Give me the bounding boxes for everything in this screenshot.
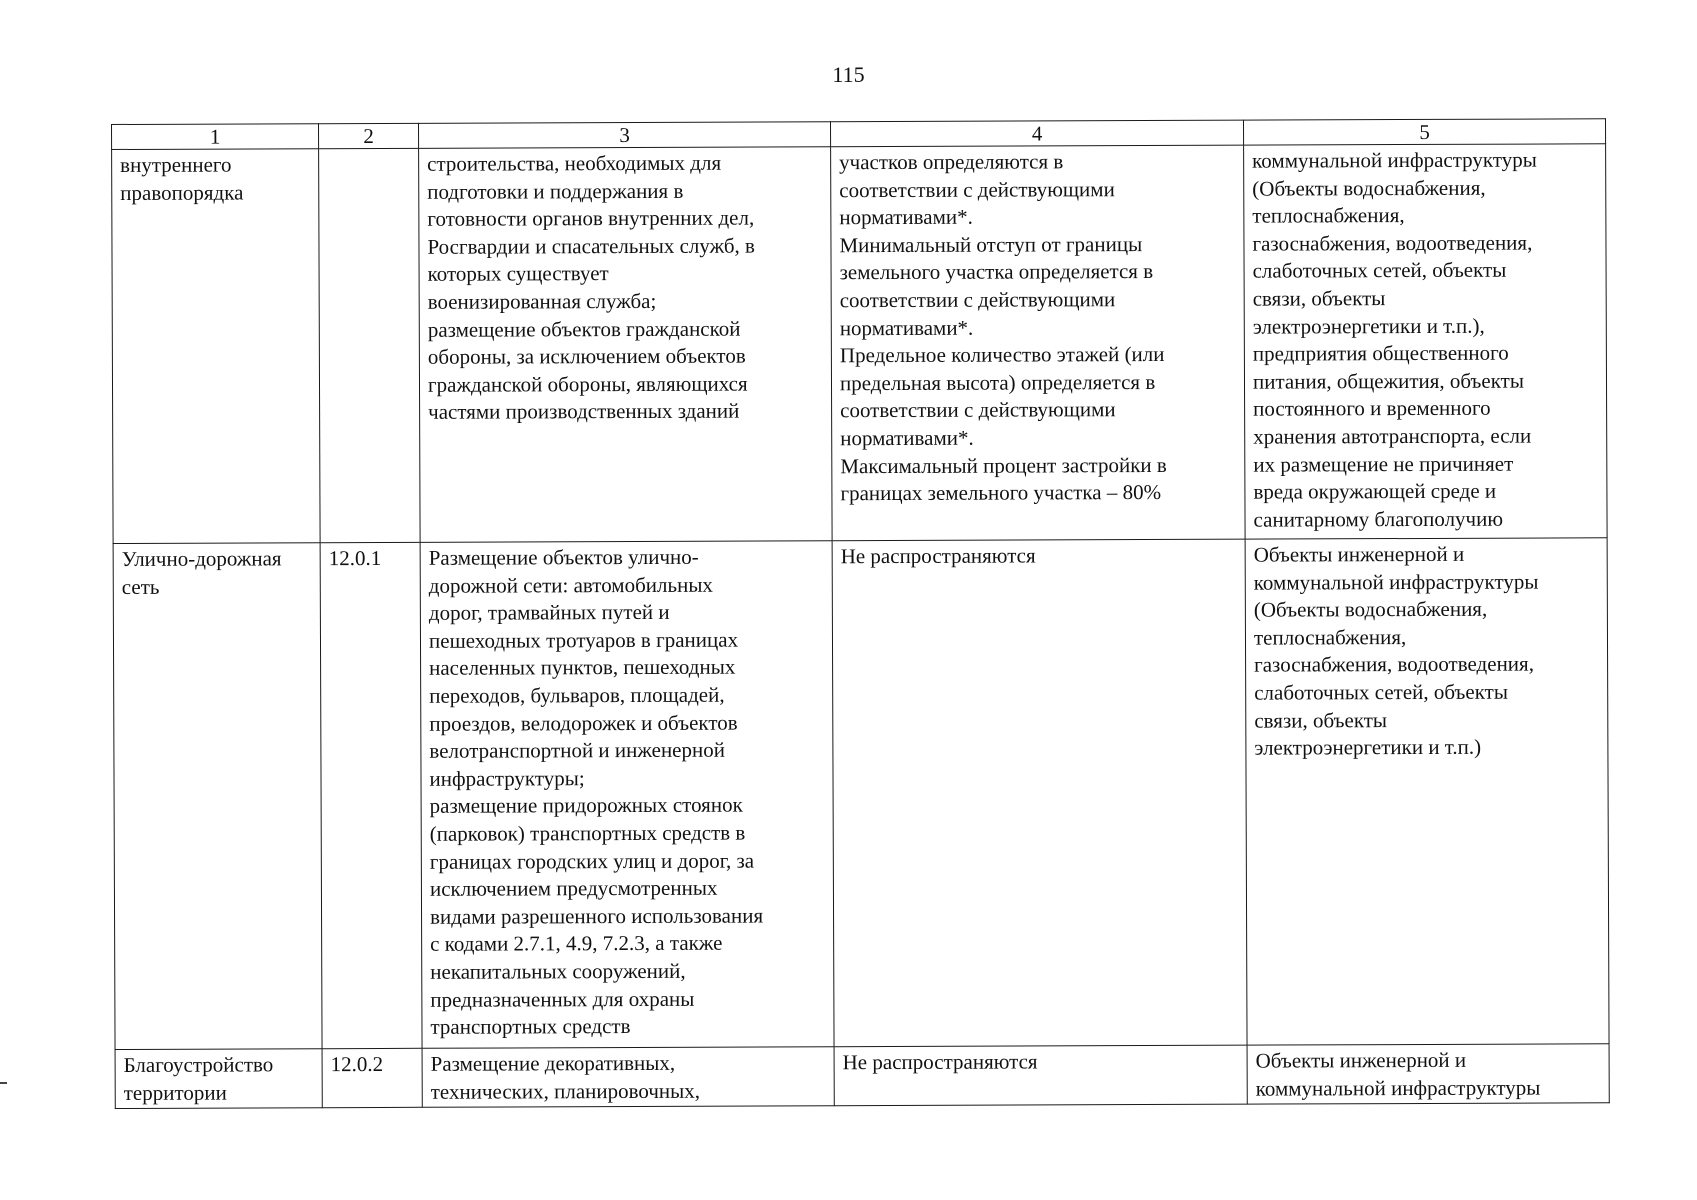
page-number: 115 <box>832 62 865 87</box>
use-parameters-cell <box>832 539 1247 1047</box>
header-column-3: 3 <box>418 122 830 149</box>
use-parameters-text: Не распространяются <box>840 543 1036 569</box>
auxiliary-uses-cell <box>1245 538 1609 1045</box>
use-name-text: Благоустройство территории <box>123 1052 274 1105</box>
use-code-text: 12.0.2 <box>330 1051 384 1077</box>
header-column-1: 1 <box>112 124 319 150</box>
use-code-text: 12.0.1 <box>328 545 382 571</box>
use-name-cell <box>112 149 321 544</box>
header-column-5: 5 <box>1243 119 1605 145</box>
use-description-cell <box>419 147 833 543</box>
use-description-cell <box>420 541 834 1049</box>
use-code-cell <box>319 148 421 542</box>
use-code-cell <box>320 542 422 1048</box>
use-parameters-cell <box>834 1045 1247 1106</box>
auxiliary-uses-text: Объекты инженерной и коммунальной инфраструктуры (Объекты водоснабжения, теплоснабжения, газоснабжения, водоотведения, слаботочных сетей, объекты связи, объекты электроэнергетики и т.п.) <box>1253 541 1539 760</box>
auxiliary-uses-text: коммунальной инфраструктуры (Объекты водоснабжения, теплоснабжения, газоснабжения, водоотведения, слаботочных сетей, объекты связи, объекты электроэнергетики и т.п.), предприятия общественного питания, общежития, объекты постоянного и временного хранения автотранспорта, если их размещение не причиняет вреда окружающей среде и санитарному благополучию <box>1252 147 1537 532</box>
use-name-text: внутреннего правопорядка <box>120 152 244 205</box>
table-row <box>115 1044 1609 1109</box>
auxiliary-uses-cell <box>1244 144 1608 539</box>
use-description-text: строительства, необходимых для подготовки и поддержания в готовности органов внутренних дел, Росгвардии и спасательных служб, в которых существует военизированная служба; размещение объектов гражданской обороны, за исключением объектов гражданской обороны, являющихся частями производственных зданий <box>427 150 755 425</box>
header-column-4: 4 <box>830 120 1243 147</box>
scan-edge-mark <box>0 1082 7 1084</box>
table-row <box>112 144 1608 544</box>
use-description-cell <box>422 1047 834 1108</box>
use-name-text: Улично-дорожная сеть <box>121 546 282 599</box>
header-column-2: 2 <box>319 123 419 148</box>
auxiliary-uses-text: Объекты инженерной и коммунальной инфраструктуры <box>1255 1047 1541 1101</box>
use-parameters-text: участков определяются в соответствии с действующими нормативами*. Минимальный отступ от границы земельного участка определяется в соответствии с действующими нормативами*. Предельное количество этажей (или предельная высота) определяется в соответствии с действующими нормативами*. Максимальный процент застройки в границах земельного участка – 80% <box>839 149 1167 506</box>
use-code-cell <box>322 1048 422 1107</box>
use-parameters-cell <box>831 145 1246 541</box>
use-parameters-text: Не распространяются <box>842 1049 1038 1075</box>
land-use-table-wrapper <box>111 118 1609 1109</box>
use-description-text: Размещение декоративных, технических, планировочных, <box>430 1050 701 1104</box>
use-name-cell <box>113 543 322 1050</box>
use-description-text: Размещение объектов улично- дорожной сети: автомобильных дорог, трамвайных путей и пешеходных тротуаров в границах населенных пунктов, пешеходных переходов, бульваров, площадей, проездов, велодорожек и объектов велотранспортной и инженерной инфраструктуры; размещение придорожных стоянок (парковок) транспортных средств в границах городских улиц и дорог, за исключением предусмотренных видами разрешенного использования с кодами 2.7.1, 4.9, 7.2.3, а также некапитальных сооружений, предназначенных для охраны транспортных средств <box>428 544 764 1039</box>
land-use-table <box>111 118 1610 1109</box>
table-row <box>113 538 1609 1050</box>
use-name-cell <box>115 1049 322 1109</box>
auxiliary-uses-cell <box>1247 1044 1609 1104</box>
